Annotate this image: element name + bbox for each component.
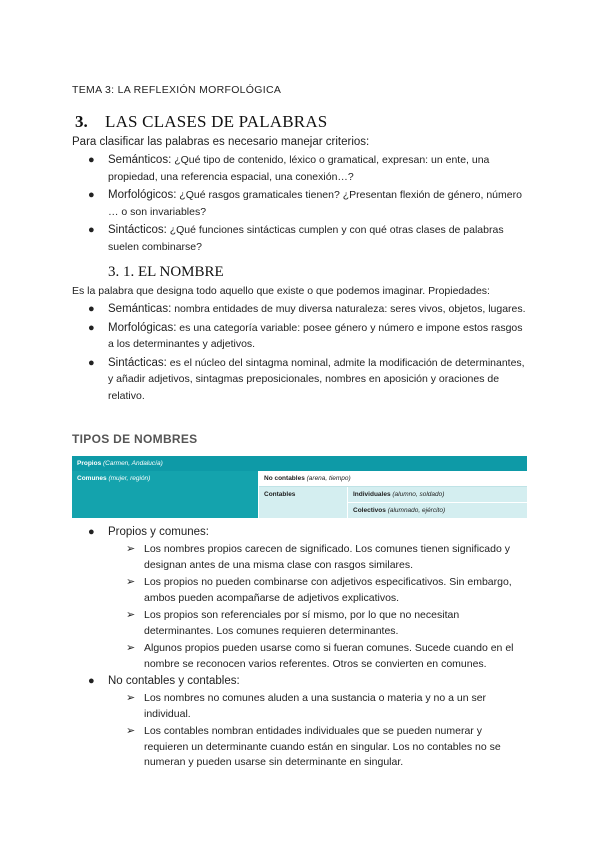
sub-list-item: ➢ Algunos propios pueden usarse como si fueran comunes. Sucede cuando en el nombre se reconocen varios referentes. Otros se convierten en comunes. [126,642,514,670]
bullet-icon: ● [88,154,95,166]
sub-list-item: ➢ Los nombres propios carecen de significado. Los comunes tienen significado y designan antes de una misma clase con rasgos similares. [126,543,510,571]
subsection-intro: Es la palabra que designa todo aquello que existe o que podemos imaginar. Propiedades: [72,285,490,297]
arrow-bullet-icon: ➢ [126,576,136,588]
topic-header: TEMA 3: LA REFLEXIÓN MORFOLÓGICA [72,84,282,96]
sub-list-item: ➢ Los propios son referenciales por sí mismo, por lo que no necesitan determinantes. Los comunes requieren determinantes. [126,609,460,637]
sub-list-item: ➢ Los contables nombran entidades individuales que se pueden numerar y requieren un determinante cuando están en singular. Los no contables no se numeran y pueden usarse sin determinante en singular. [126,725,501,768]
table-cell-comunes: Comunes (mujer, región) [72,471,258,518]
sub-list-item: ➢ Los nombres no comunes aluden a una sustancia o materia y no a un ser individual. [126,692,487,720]
sub-list [108,691,528,771]
sub-list-item: ➢ Los propios no pueden combinarse con adjetivos especificativos. Sin embargo, ambos pueden acompañarse de adjetivos explicativos. [126,576,512,604]
list-item: ● Morfológicos: ¿Qué rasgos gramaticales tienen? ¿Presentan flexión de género, número … o son invariables? [88,189,522,218]
section-heading [75,112,327,132]
list-item: ● Propios y comunes: ➢ Los nombres propios carecen de significado. Los comunes tienen significado y designan antes de una misma clase con rasgos similares. ➢ Los propios no pueden combinarse con adjetivos especificativos. Sin embargo, ambos pueden acompañarse de adjetivos explicativos. ➢ Los propios son referenciales por sí mismo, por lo que no necesitan determinantes. Los comunes requieren determinantes. ➢ Algunos propios pueden usarse como si fueran comunes. Sucede cuando en el nombre se reconocen varios referentes. Otros se convierten en comunes. [88,524,528,672]
bullet-icon: ● [88,675,95,687]
bullet-icon: ● [88,321,95,334]
table-cell-colectivos: Colectivos (alumnado, ejército) [348,503,527,518]
list-item: ● Sintácticas: es el núcleo del sintagma nominal, admite la modificación de determinantes, y añadir adjetivos, sintagmas preposicionales, nombres en aposición y oraciones de relativo. [88,356,525,402]
arrow-bullet-icon: ➢ [126,692,136,704]
table-row-propios: Propios (Carmen, Andalucía) [72,456,527,471]
noun-types-table [72,456,527,518]
table-cell-contables: Contables [259,487,347,518]
list-item: ● Morfológicas: es una categoría variable: posee género y número e impone estos rasgos a los determinantes y adjetivos. [88,321,523,350]
bullet-icon: ● [88,189,95,201]
list-item: ● No contables y contables: ➢ Los nombres no comunes aluden a una sustancia o materia y no a un ser individual. ➢ Los contables nombran entidades individuales que se pueden numerar y requieren un determinante cuando están en singular. Los no contables no se numeran y pueden usarse sin determinante en singular. [88,673,528,771]
section-intro: Para clasificar las palabras es necesario manejar criterios: [72,136,370,148]
section-number: 3. [75,112,88,131]
table-cell-individuales: Individuales (alumno, soldado) [348,487,527,503]
arrow-bullet-icon: ➢ [126,609,136,621]
arrow-bullet-icon: ➢ [126,725,136,737]
arrow-bullet-icon: ➢ [126,642,136,654]
tipos-heading: TIPOS DE NOMBRES [72,432,198,446]
arrow-bullet-icon: ➢ [126,543,136,555]
table-cell-no-contables: No contables (arena, tiempo) [259,471,527,487]
criteria-list [88,152,528,257]
list-item: ● Semánticas: nombra entidades de muy diversa naturaleza: seres vivos, objetos, lugares. [88,301,528,318]
bullet-icon: ● [88,303,95,315]
section-title: LAS CLASES DE PALABRAS [105,112,328,131]
sub-list [108,542,528,672]
bullet-icon: ● [88,224,95,236]
bullet-icon: ● [88,356,95,369]
properties-list [88,301,528,406]
subsection-title: 3. 1. EL NOMBRE [108,264,224,280]
bullet-icon: ● [88,526,95,538]
list-item: ● Semánticos: ¿Qué tipo de contenido, léxico o gramatical, expresan: un ente, una propiedad, una referencia espacial, una conexión…? [88,154,490,183]
group-propios-comunes [88,524,528,674]
group-contables [88,673,528,773]
list-item: ● Sintácticos: ¿Qué funciones sintácticas cumplen y con qué otras clases de palabras suelen combinarse? [88,224,504,253]
